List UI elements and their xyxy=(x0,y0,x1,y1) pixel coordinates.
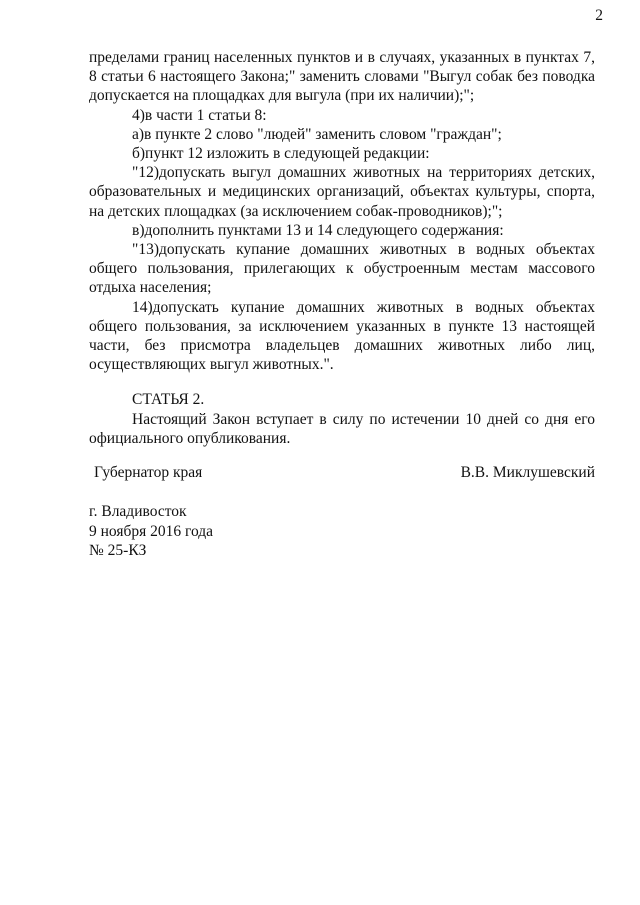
law-number: № 25-КЗ xyxy=(89,542,147,559)
signatory-name: В.В. Миклушевский xyxy=(460,464,595,481)
paragraph-subitem-v: в)дополнить пунктами 13 и 14 следующего содержания: xyxy=(132,221,504,239)
date: 9 ноября 2016 года xyxy=(89,522,214,540)
paragraph-point-14: 14)допускать купание домашних животных в водных объектах общего пользования, за исключением указанных в пункте 13 настоящей части, без присмотра владельцев домашних животных либо лиц, осуществляющих выгул животных.". xyxy=(89,298,595,374)
article-text: Настоящий Закон вступает в силу по истечении 10 дней со дня его официального опубликования. xyxy=(89,410,595,447)
paragraph-subitem-a: а)в пункте 2 слово "людей" заменить словом "граждан"; xyxy=(132,125,502,143)
paragraph-continuation: пределами границ населенных пунктов и в случаях, указанных в пунктах 7, 8 статьи 6 настоящего Закона;" заменить словами "Выгул собак без поводка допускается на площадках для выгула (при их наличии);"; xyxy=(89,49,595,105)
page-number: 2 xyxy=(595,7,603,24)
document-body xyxy=(89,48,595,448)
spacer xyxy=(89,374,595,390)
place-date-block xyxy=(89,502,213,561)
paragraph-item-4: 4)в части 1 статьи 8: xyxy=(132,106,267,124)
paragraph-point-13: "13)допускать купание домашних животных в водных объектах общего пользования, прилегающих к обустроенным местам массового отдыха населения; xyxy=(89,241,595,297)
article-heading: СТАТЬЯ 2. xyxy=(132,391,205,409)
signatory-title: Губернатор края xyxy=(94,464,203,481)
paragraph-point-12: "12)допускать выгул домашних животных на территориях детских, образовательных и медицинских организаций, объектах культуры, спорта, на детских площадках (за исключением собак-проводников);"; xyxy=(89,164,595,220)
paragraph-subitem-b: б)пункт 12 изложить в следующей редакции: xyxy=(132,145,430,163)
signature-row xyxy=(94,463,595,482)
city: г. Владивосток xyxy=(89,503,187,520)
